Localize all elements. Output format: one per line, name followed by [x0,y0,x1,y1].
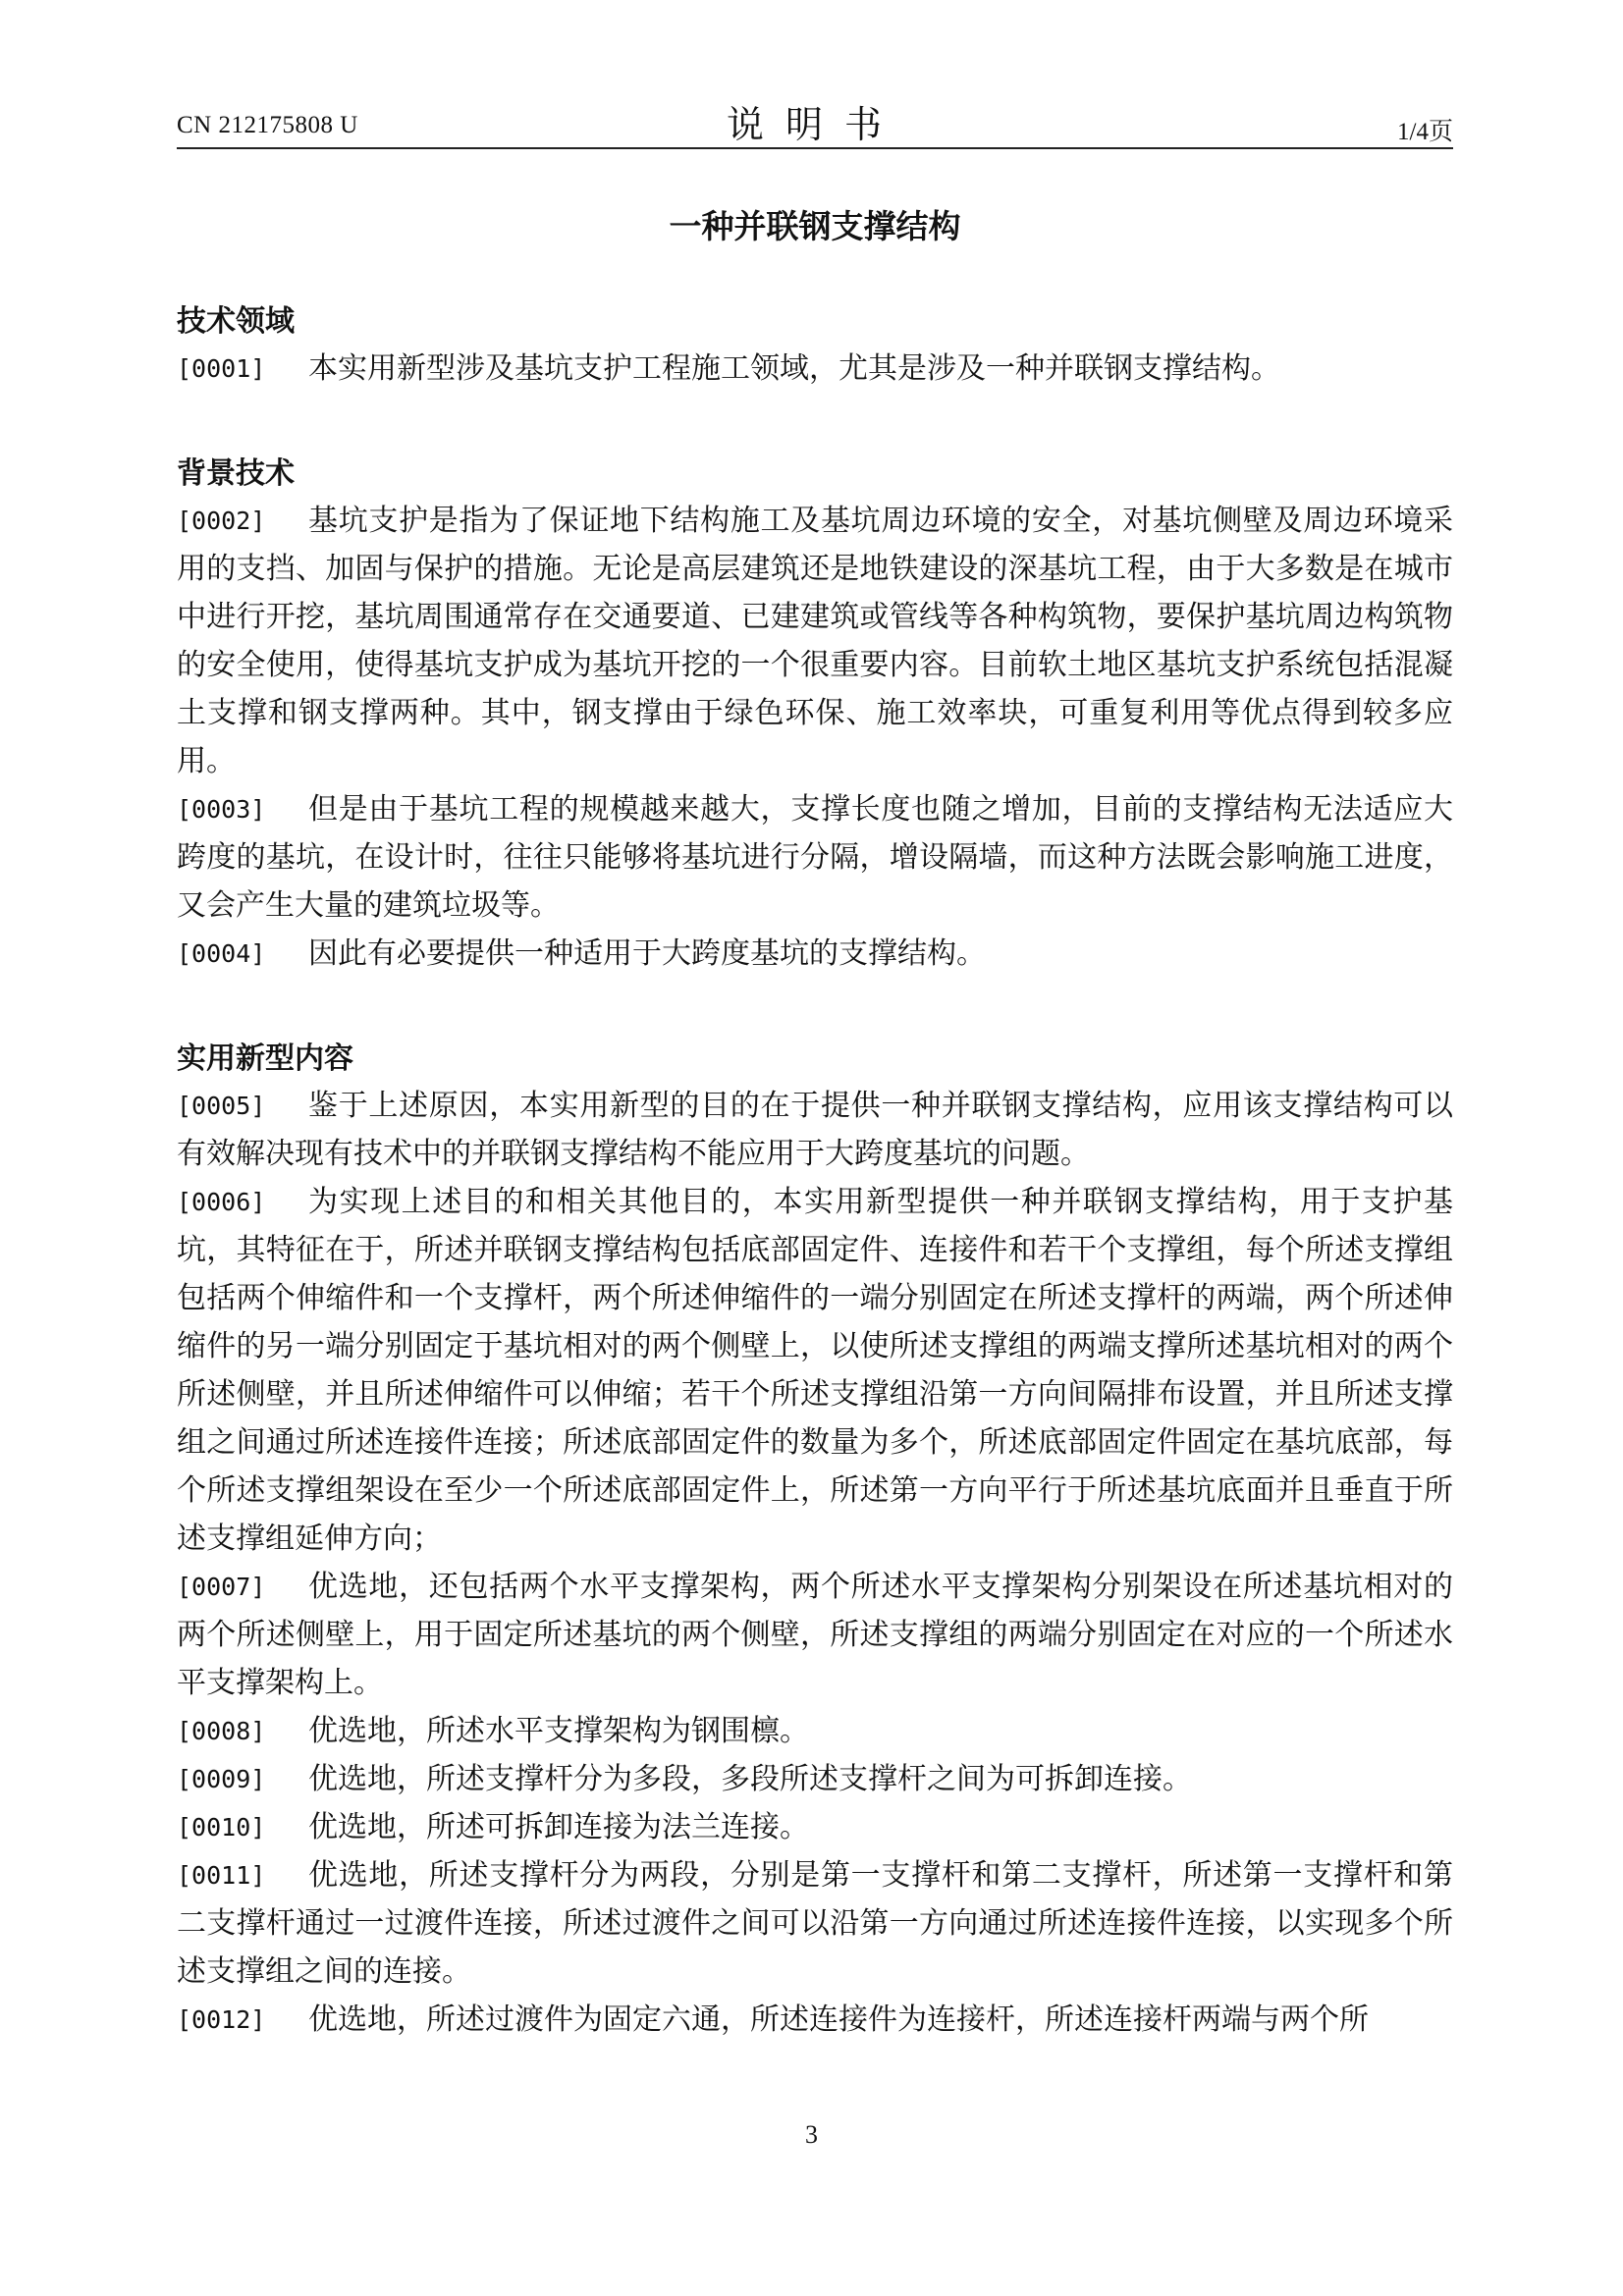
paragraph [177,1851,1453,1996]
paragraph [177,1707,1453,1755]
paragraph-text: 鉴于上述原因，本实用新型的目的在于提供一种并联钢支撑结构，应用该支撑结构可以有效解决现有技术中的并联钢支撑结构不能应用于大跨度基坑的问题。 [177,1089,1453,1171]
paragraph [177,1178,1453,1563]
paragraph-number: [0005] [177,1092,266,1120]
document-body [177,299,1453,2044]
paragraph-text: 优选地，所述支撑杆分为两段，分别是第一支撑杆和第二支撑杆，所述第一支撑杆和第二支撑杆通过一过渡件连接，所述过渡件之间可以沿第一方向通过所述连接件连接，以实现多个所述支撑组之间的连接。 [177,1858,1453,1989]
section-heading-tech-field: 技术领域 [177,304,295,339]
page-header [177,94,1453,153]
paragraph-text: 为实现上述目的和相关其他目的，本实用新型提供一种并联钢支撑结构，用于支护基坑，其特征在于，所述并联钢支撑结构包括底部固定件、连接件和若干个支撑组，每个所述支撑组包括两个伸缩件和一个支撑杆，两个所述伸缩件的一端分别固定在所述支撑杆的两端，两个所述伸缩件的另一端分别固定于基坑相对的两个侧壁上，以使所述支撑组的两端支撑所述基坑相对的两个所述侧壁，并且所述伸缩件可以伸缩；若干个所述支撑组沿第一方向间隔排布设置，并且所述支撑组之间通过所述连接件连接；所述底部固定件的数量为多个，所述底部固定件固定在基坑底部，每个所述支撑组架设在至少一个所述底部固定件上，所述第一方向平行于所述基坑底面并且垂直于所述支撑组延伸方向； [177,1185,1453,1556]
section-heading-content: 实用新型内容 [177,1041,353,1076]
paragraph-number: [0002] [177,507,266,535]
paragraph-text: 基坑支护是指为了保证地下结构施工及基坑周边环境的安全，对基坑侧壁及周边环境采用的支挡、加固与保护的措施。无论是高层建筑还是地铁建设的深基坑工程，由于大多数是在城市中进行开挖，基坑周围通常存在交通要道、已建建筑或管线等各种构筑物，要保护基坑周边构筑物的安全使用，使得基坑支护成为基坑开挖的一个很重要内容。目前软土地区基坑支护系统包括混凝土支撑和钢支撑两种。其中，钢支撑由于绿色环保、施工效率块，可重复利用等优点得到较多应用。 [177,504,1453,778]
paragraph-number: [0009] [177,1765,266,1793]
paragraph-number: [0008] [177,1717,266,1745]
document-type: 说明书 [726,103,903,146]
paragraph-number: [0003] [177,795,266,824]
paragraph-text: 优选地，所述可拆卸连接为法兰连接。 [308,1810,809,1844]
paragraph-text: 优选地，所述过渡件为固定六通，所述连接件为连接杆，所述连接杆两端与两个所 [308,2002,1369,2037]
paragraph [177,497,1453,785]
paragraph-text: 优选地，所述支撑杆分为多段，多段所述支撑杆之间为可拆卸连接。 [308,1762,1192,1796]
document-title: 一种并联钢支撑结构 [669,207,961,245]
paragraph-number: [0012] [177,2005,266,2034]
paragraph-number: [0010] [177,1813,266,1842]
section-heading-background: 背景技术 [177,456,295,491]
page-of-total: 1/4页 [1397,119,1453,145]
paragraph [177,1803,1453,1851]
paragraph [177,345,1453,393]
patent-number: CN 212175808 U [177,112,358,138]
paragraph-number: [0007] [177,1573,266,1601]
paragraph-number: [0004] [177,939,266,968]
paragraph [177,930,1453,978]
paragraph [177,1563,1453,1707]
paragraph-text: 但是由于基坑工程的规模越来越大，支撑长度也随之增加，目前的支撑结构无法适应大跨度的基坑，在设计时，往往只能够将基坑进行分隔，增设隔墙，而这种方法既会影响施工进度，又会产生大量的建筑垃圾等。 [177,792,1453,923]
header-divider [177,147,1453,149]
paragraph-text: 本实用新型涉及基坑支护工程施工领域，尤其是涉及一种并联钢支撑结构。 [308,351,1280,386]
paragraph-text: 优选地，还包括两个水平支撑架构，两个所述水平支撑架构分别架设在所述基坑相对的两个所述侧壁上，用于固定所述基坑的两个侧壁，所述支撑组的两端分别固定在对应的一个所述水平支撑架构上。 [177,1570,1453,1700]
paragraph-text: 因此有必要提供一种适用于大跨度基坑的支撑结构。 [308,936,986,971]
paragraph-number: [0011] [177,1861,266,1890]
paragraph [177,1082,1453,1178]
paragraph-text: 优选地，所述水平支撑架构为钢围檩。 [308,1714,809,1748]
paragraph-number: [0001] [177,354,266,383]
paragraph [177,785,1453,930]
paragraph [177,1996,1453,2044]
paragraph-number: [0006] [177,1188,266,1216]
paragraph [177,1755,1453,1803]
page-number: 3 [805,2120,818,2149]
